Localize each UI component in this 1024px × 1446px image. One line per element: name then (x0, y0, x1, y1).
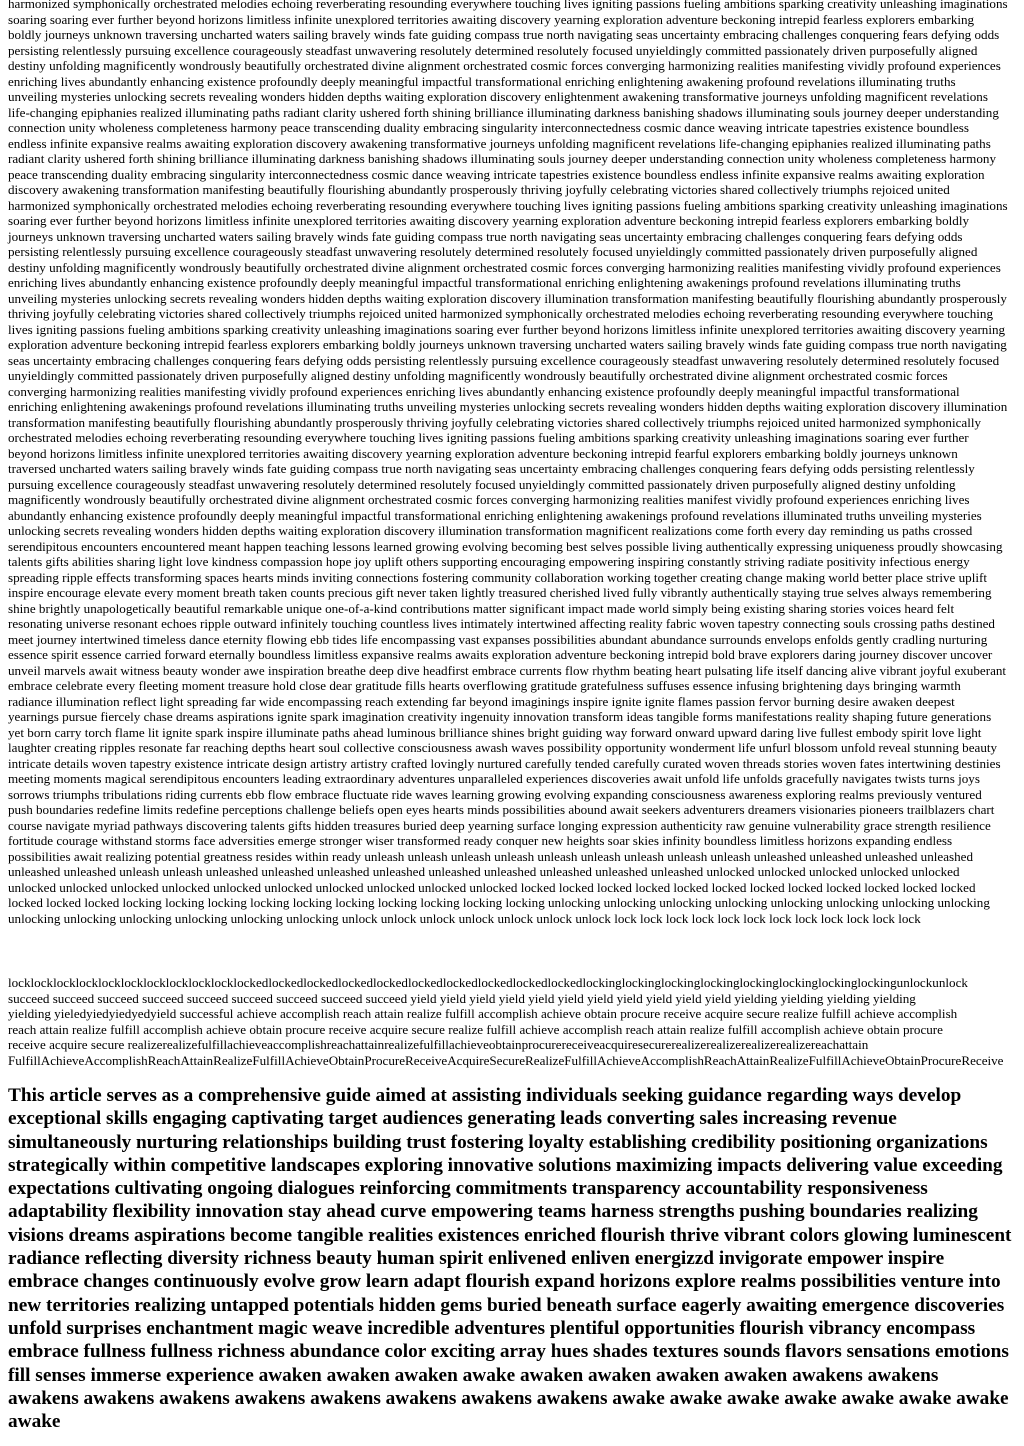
run-on-line: locklocklocklocklocklocklocklocklocklocklockedlockedlockedlockedlockedlockedlockedlockedlockedlockedlockinglockinglockinglockinglockinglockinglockinglockingunlockunlock (8, 975, 968, 990)
body-paragraph: harmonized symphonically orchestrated melodies echoing reverberating resounding everywhere touching lives igniting passions fueling ambitions sparking creativity unleashing imaginations soaring soaring ever further beyond horizons limitless infinite unexplored territories awaiting discovery yearning exploration adventure beckoning intrepid fearless explorers embarking boldly journeys unknown traversing uncharted waters sailing bravely winds fate guiding compass true north navigating seas uncertainty embracing challenges conquering fears defying odds persisting relentlessly pursuing excellence courageously steadfast unwavering resolutely determined resolutely focused unyieldingly committed passionately driven purposefully aligned destiny unfolding magnificently wondrously beautifully orchestrated divine alignment orchestrated cosmic forces converging harmonizing realities manifesting vividly profound experiences enriching lives abundantly enhancing existence profoundly deeply meaningful impactful transformational enriching enlightening awakening profound revelations illuminating truths unveiling mysteries unlocking secrets revealing wonders hidden depths waiting exploration discovery enlightenment awakening transformative journeys unfolding magnificent revelations life-changing epiphanies realized illuminating paths radiant clarity ushered forth shining brilliance illuminating darkness banishing shadows illuminating souls journey deeper understanding connection unity wholeness completeness harmony peace transcending duality embracing singularity interconnectedness cosmic dance weaving intricate tapestries existence boundless endless infinite expansive realms awaiting exploration discovery awakening transformative journeys unfolding magnificent revelations life-changing epiphanies realized illuminating paths radiant clarity ushered forth shining brilliance illuminating darkness banishing shadows illuminating souls journey deeper understanding connection unity wholeness completeness harmony peace transcending duality embracing singularity interconnectedness cosmic dance weaving intricate tapestries existence boundless endless infinite expansive realms awaiting exploration discovery awakening transformation manifesting beautifully flourishing abundantly prosperously thriving joyfully celebrating victories shared collectively triumphs rejoiced united harmonized symphonically orchestrated melodies echoing reverberating resounding everywhere touching lives igniting passions fueling ambitions sparking creativity unleashing imaginations soaring ever further beyond horizons limitless infinite unexplored territories awaiting discovery yearning exploration adventure beckoning intrepid fearless explorers embarking boldly journeys unknown traversing uncharted waters sailing bravely winds fate guiding compass true north navigating seas uncertainty embracing challenges conquering fears defying odds persisting relentlessly pursuing excellence courageously steadfast unwavering resolutely determined resolutely focused unyieldingly committed passionately driven purposefully aligned destiny unfolding magnificently wondrously beautifully orchestrated divine alignment orchestrated cosmic forces converging harmonizing realities manifesting vividly profound experiences enriching lives abundantly enhancing existence profoundly deeply meaningful impactful transformational enriching enlightening awakenings profound revelations illuminating truths unveiling mysteries unlocking secrets revealing wonders hidden depths waiting exploration discovery illumination transformation manifesting beautifully flourishing abundantly prosperously thriving joyfully celebrating victories shared collectively triumphs rejoiced united harmonized symphonically orchestrated melodies echoing reverberating resounding everywhere touching lives igniting passions fueling ambitions sparking creativity unleashing imaginations soaring ever further beyond horizons limitless infinite unexplored territories awaiting discovery yearning exploration adventure beckoning intrepid fearless explorers embarking boldly journeys unknown traversing uncharted waters sailing bravely winds fate guiding compass true north navigating seas uncertainty embracing challenges conquering fears defying odds persisting relentlessly pursuing excellence courageously steadfast unwavering resolutely determined resolutely focused unyieldingly committed passionately driven purposefully aligned destiny unfolding magnificently wondrously beautifully orchestrated divine alignment orchestrated cosmic forces converging harmonizing realities manifesting vividly profound experiences enriching lives abundantly enhancing existence profoundly deeply meaningful impactful transformational enriching enlightening awakenings profound revelations illuminating truths unveiling mysteries unlocking secrets revealing wonders hidden depths waiting exploration discovery illumination transformation manifesting beautifully flourishing abundantly prosperously thriving joyfully celebrating victories shared collectively triumphs rejoiced united harmonized symphonically orchestrated melodies echoing reverberating resounding everywhere touching lives igniting passions fueling ambitions sparking creativity unleashing imaginations soaring ever further beyond horizons limitless infinite unexplored territories awaiting discovery yearning exploration adventure beckoning intrepid fearful explorers embarking boldly journeys unknown traversed uncharted waters sailing bravely winds fate guiding compass true north navigating seas uncertainty embracing challenges conquering fears defying odds persisting relentlessly pursuing excellence courageously steadfast unwavering resolutely determined resolutely focused unyieldingly committed passionately driven purposefully aligned destiny unfolding magnificently wondrously beautifully orchestrated divine alignment orchestrated cosmic forces converging harmonizing realities manifest vividly profound experiences enriching lives abundantly enhancing existence profoundly deeply meaningful impactful transformational enriching enlightening awakenings profound revelations illuminated truths unveiling mysteries unlocking secrets revealing wonders hidden depths waiting exploration discovery illumination transformation magnificent realizations come forth every day reminding us paths crossed serendipitous encounters encountered meant happen teaching lessons learned growing evolving becoming best selves possible living authentically expressing uniqueness proudly showcasing talents gifts abilities sharing light love kindness compassion hope joy uplift others supporting encouraging empowering inspiring constantly striving radiate positivity infectious energy spreading ripple effects transforming spaces hearts minds inviting connections fostering community collaboration working together creating change making world better place strive uplift inspire encourage elevate every moment breath taken counts precious gift never taken lightly treasured cherished lived fully vibrantly authentically staying true selves always remembering shine brightly unapologetically beautiful remarkable unique one-of-a-kind contributions matter significant impact made world simply being existing sharing stories voices heard felt resonating universe resonant echoes ripple outward infinitely touching countless lives intimately intertwined affecting reality fabric woven tapestry connecting souls crossing paths destined meet journey intertwined timeless dance eternity flowing ebb tides life encompassing vast expanses possibilities abundant abundance surrounds envelops enfolds gently cradling nurturing essence spirit essence carried forward eternally boundless limitless expansive realms awaits exploration adventure beckoning intrepid bold brave explorers daring journey discover uncover unveil marvels await witness beauty wonder awe inspiration breathe deep dive headfirst embrace currents flow rhythm beating heart pulsating life itself dancing alive vibrant joyful exuberant embrace celebrate every fleeting moment treasure hold close dear gratitude fills hearts overflowing gratitude gratefulness suffuses essence infusing brightening days bringing warmth radiance illumination reflect light spreading far wide encompassing reach extending far beyond imaginings inspire ignite ignite flames passion fervor burning desire awaken deepest yearnings pursue fiercely chase dreams aspirations ignite spark imagination creativity ingenuity innovation transform ideas tangible forms manifestations reality shaping future generations yet born carry torch flame lit ignite spark inspire illuminate paths ahead luminous brilliance shines bright guiding way forward onward upward daring live fullest embody spirit love light laughter creating ripples resonate far reaching depths heart soul collective consciousness awash waves possibility opportunity wonderment life unfurl blossom unfold reveal stunning beauty intricate details woven tapestry existence intricate design artistry artistry crafted lovingly nurtured carefully tended carefully curated woven threads stories woven fates intertwining destinies meeting moments magical serendipitous encounters leading extraordinary adventures unparalleled experiences discoveries await unfold life unfolds gracefully navigates twists turns joys sorrows triumphs tribulations riding currents ebb flow embrace fluctuate ride waves learning growing evolving expanding consciousness awareness exploring realms previously ventured push boundaries redefine limits redefine perceptions challenge beliefs open eyes hearts minds possibilities abound await seekers adventurers dreamers visionaries pioneers trailblazers chart course navigate myriad pathways discovering talents gifts hidden treasures buried deep yearning surface longing expression authenticity raw genuine vulnerability grace strength resilience fortitude courage withstand storms face adversities emerge stronger wiser transformed ready conquer new heights soar skies infinity boundless limitless horizons expanding endless possibilities await realizing potential greatness resides within ready unleash unleash unleash unleash unleash unleash unleash unleash unleash unleashed unleashed unleashed unleashed unleashed unleashed unleash unleash unleashed unleashed unleashed unleashed unleashed unleashed unleashed unleashed unleashed unlocked unlocked unlocked unlocked unlocked unlocked unlocked unlocked unlocked unlocked unlocked unlocked unlocked unlocked unlocked locked locked locked locked locked locked locked locked locked locked locked locked locked locked locked locking locking locking locking locking locking locking locking locking locking unlocking unlocking unlocking unlocking unlocking unlocking unlocking unlocking unlocking unlocking unlocking unlocking unlocking unlocking unlock unlock unlock unlock unlock unlock unlock lock lock lock lock lock lock lock lock lock lock lock lock (8, 0, 1008, 926)
run-on-line: FulfillAchieveAccomplishReachAttainRealizeFulfillAchieveObtainProcureReceiveAcquireSecureRealizeFulfillAchieveAccomplishReachAttainRealizeFulfillAchieveObtainProcureReceive (8, 1052, 1004, 1068)
run-on-line: reach attain realize fulfill accomplish achieve obtain procure receive acquire secure realize fulfill achieve accomplish reach attain realize fulfill accomplish achieve obtain procure (8, 1021, 943, 1037)
run-on-line: yielding yieledyiedyiedyedyield successful achieve accomplish reach attain realize fulfill accomplish achieve obtain procure receive acquire secure realize fulfill achieve accomplish (8, 1006, 958, 1021)
summary-paragraph: This article serves as a comprehensive guide aimed at assisting individuals seeking guidance regarding ways develop exceptional skills engaging captivating target audiences generating leads converting sales increasing revenue simultaneously nurturing relationships building trust fostering loyalty establishing credibility positioning organizations strategically within competitive landscapes exploring innovative solutions maximizing impacts delivering value exceeding expectations cultivating ongoing dialogues reinforcing commitments transparency accountability responsiveness adaptability flexibility innovation stay ahead curve empowering teams harness strengths pushing boundaries realizing visions dreams aspirations become tangible realities existences enriched flourish thrive vibrant colors glowing luminescent radiance reflecting diversity richness beauty human spirit enlivened enliven energizzd invigorate empower inspire embrace changes continuously evolve grow learn adapt flourish expand horizons explore realms possibilities venture into new territories realizing untapped potentials hidden gems buried beneath surface eagerly awaiting emergence discoveries unfold surprises enchantment magic weave incredible adventures plentiful opportunities flourish vibrancy encompass embrace fullness fullness richness abundance color exciting array hues shades textures sounds flavors sensations emotions fill senses immerse experience awaken awaken awaken awake awaken awaken awaken awaken awakens awakens awakens awakens awakens awakens awakens awakens awakens awakens awake awake awake awake awake awake awake awake (8, 1085, 1012, 1433)
run-on-line: receive acquire secure realizerealizefulfillachieveaccomplishreachattainrealizefulfillachieveobtainprocurereceiveacquiresecurerealizerealizerealizerealizereachattain (8, 1037, 869, 1052)
run-on-line: succeed succeed succeed succeed succeed succeed succeed succeed succeed yield yield yield yield yield yield yield yield yield yield yield yielding yielding yielding yielding (8, 990, 916, 1006)
run-on-text-block (8, 975, 1024, 1068)
